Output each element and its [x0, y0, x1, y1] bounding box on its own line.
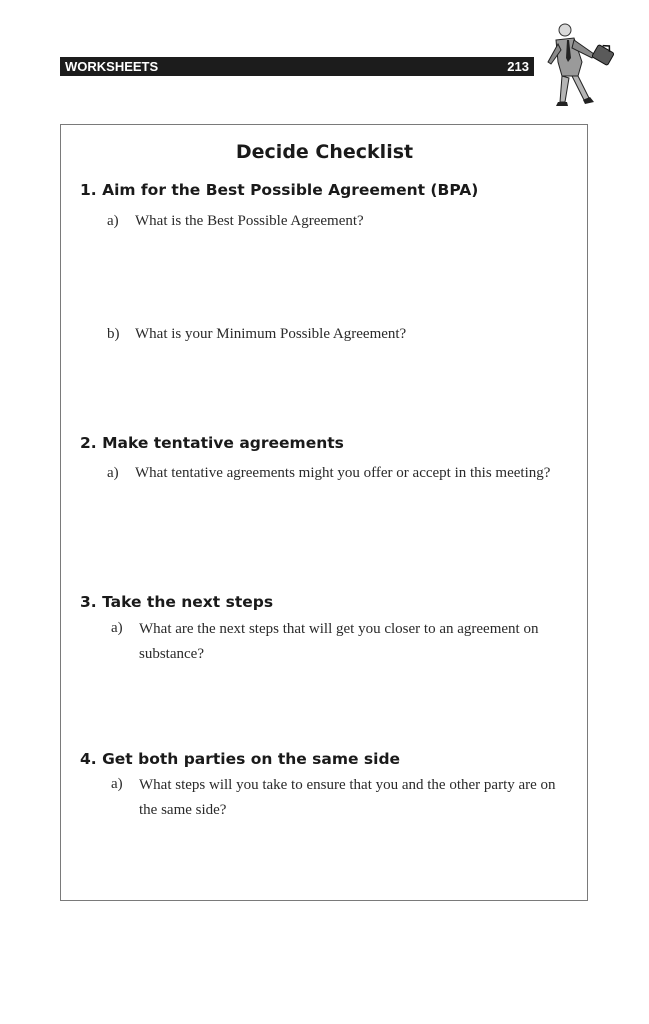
- section-3-heading: 3. Take the next steps: [80, 593, 274, 611]
- checklist-title-text: Decide Checklist: [235, 141, 414, 163]
- header-section-title: WORKSHEETS: [65, 59, 159, 74]
- question-1b: [107, 323, 567, 345]
- running-header: [60, 57, 534, 76]
- question-text: What is your Minimum Possible Agreement?: [135, 326, 407, 342]
- question-letter: a): [111, 620, 123, 636]
- question-letter: a): [111, 776, 123, 792]
- section-2-heading: 2. Make tentative agreements: [80, 434, 344, 452]
- question-1a: [107, 210, 567, 232]
- question-letter: a): [107, 465, 119, 481]
- question-2a: [107, 462, 573, 506]
- question-3a: [111, 617, 573, 667]
- question-text: What steps will you take to ensure that you and the other party are on the same side?: [139, 777, 556, 818]
- question-4a: [111, 773, 573, 823]
- page-number: 213: [507, 59, 529, 74]
- checklist-title: [0, 141, 649, 163]
- question-text: What tentative agreements might you offer or accept in this meeting?: [135, 465, 551, 481]
- question-letter: b): [107, 326, 120, 342]
- section-4-heading: 4. Get both parties on the same side: [80, 750, 401, 768]
- question-text: What is the Best Possible Agreement?: [135, 213, 364, 229]
- businessman-with-briefcase-icon: [538, 18, 622, 110]
- question-text: What are the next steps that will get you closer to an agreement on substance?: [139, 621, 539, 662]
- question-letter: a): [107, 213, 119, 229]
- section-1-heading: 1. Aim for the Best Possible Agreement (BPA): [80, 181, 479, 199]
